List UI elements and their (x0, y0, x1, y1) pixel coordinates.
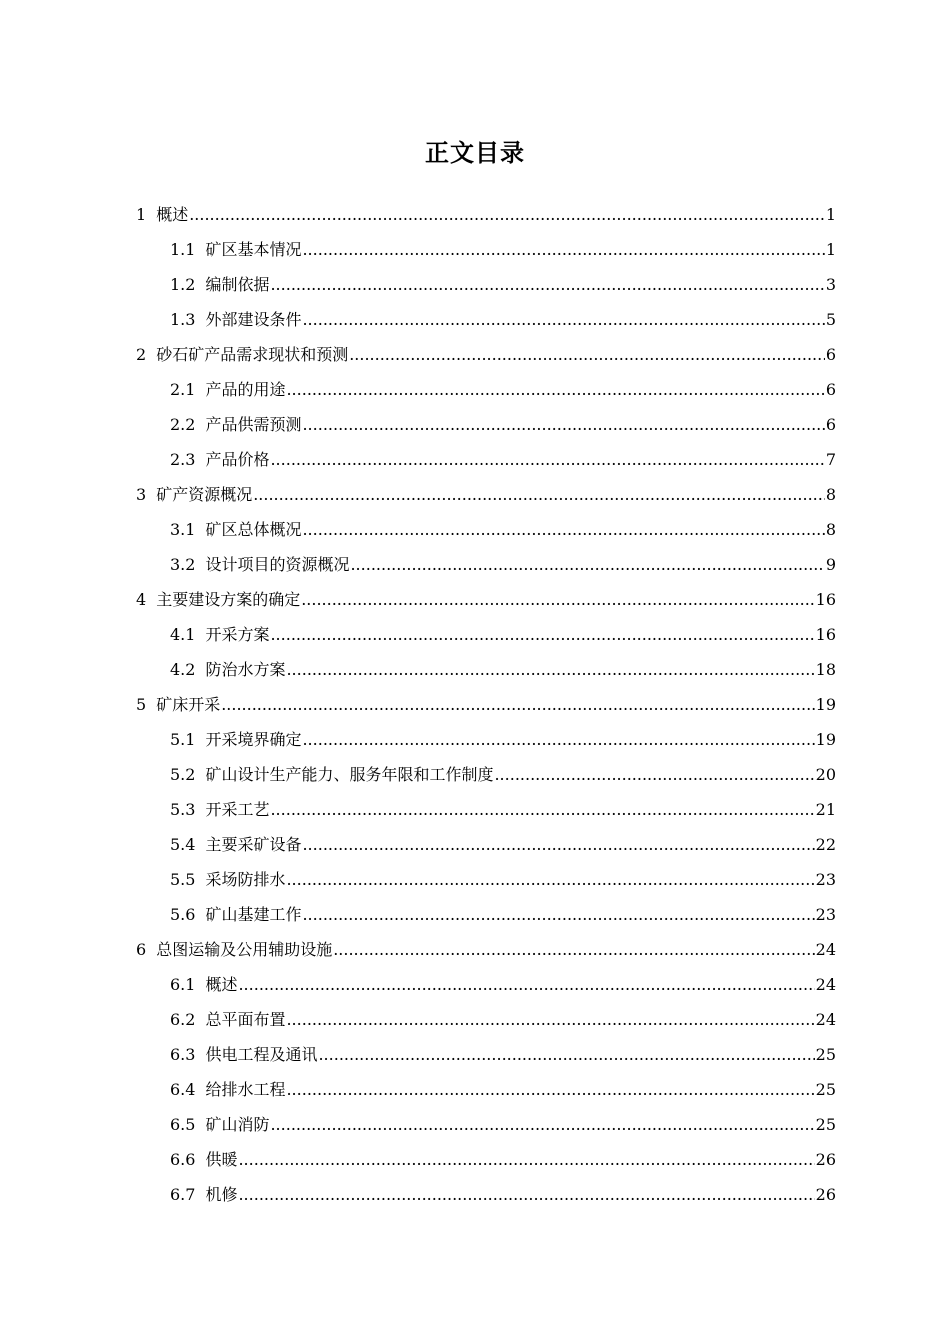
toc-entry-title: 概述 (205, 975, 238, 994)
toc-entry-number: 5.3 (170, 800, 196, 819)
toc-section-entry[interactable] (0, 1107, 950, 1142)
toc-entry-number: 5 (136, 695, 147, 714)
toc-dot-leader (238, 1142, 814, 1177)
toc-entry-title: 机修 (205, 1185, 238, 1204)
toc-page-number: 20 (815, 765, 836, 784)
toc-entry-title: 矿区基本情况 (205, 240, 302, 259)
toc-entry-number: 6.7 (170, 1185, 196, 1204)
toc-page-number: 8 (825, 520, 836, 539)
toc-page-number: 19 (815, 730, 836, 749)
toc-dot-leader (286, 1072, 814, 1107)
toc-section-entry[interactable] (0, 1177, 950, 1212)
toc-dot-leader (302, 512, 824, 547)
toc-section-entry[interactable] (0, 897, 950, 932)
toc-entry-title: 矿山消防 (205, 1115, 270, 1134)
toc-entry-number: 6.5 (170, 1115, 196, 1134)
toc-dot-leader (302, 302, 824, 337)
toc-entry-number: 1.3 (170, 310, 196, 329)
toc-page-number: 23 (815, 870, 836, 889)
toc-dot-leader (270, 267, 824, 302)
toc-page-number: 1 (825, 205, 836, 224)
toc-entry-title: 主要采矿设备 (205, 835, 302, 854)
toc-entry-title: 砂石矿产品需求现状和预测 (156, 345, 349, 364)
toc-dot-leader (221, 687, 814, 722)
toc-chapter-entry[interactable] (0, 197, 950, 232)
toc-section-entry[interactable] (0, 652, 950, 687)
toc-dot-leader (318, 1037, 814, 1072)
toc-dot-leader (494, 757, 814, 792)
toc-dot-leader (270, 442, 824, 477)
toc-entry-number: 5.2 (170, 765, 196, 784)
toc-dot-leader (286, 1002, 814, 1037)
toc-section-entry[interactable] (0, 267, 950, 302)
toc-entry-title: 编制依据 (205, 275, 270, 294)
toc-entry-title: 矿山设计生产能力、服务年限和工作制度 (205, 765, 494, 784)
toc-section-entry[interactable] (0, 757, 950, 792)
toc-entry-number: 3 (136, 485, 147, 504)
toc-entry-number: 2.3 (170, 450, 196, 469)
toc-chapter-entry[interactable] (0, 582, 950, 617)
toc-entry-title: 外部建设条件 (205, 310, 302, 329)
toc-chapter-entry[interactable] (0, 477, 950, 512)
toc-page-number: 7 (825, 450, 836, 469)
toc-entry-title: 矿床开采 (156, 695, 221, 714)
toc-entry-number: 5.1 (170, 730, 196, 749)
toc-chapter-entry[interactable] (0, 932, 950, 967)
toc-entry-title: 开采工艺 (205, 800, 270, 819)
toc-page-number: 18 (815, 660, 836, 679)
toc-page-number: 16 (815, 625, 836, 644)
toc-section-entry[interactable] (0, 407, 950, 442)
toc-entry-number: 6.2 (170, 1010, 196, 1029)
toc-page-number: 1 (825, 240, 836, 259)
toc-entry-title: 总图运输及公用辅助设施 (156, 940, 333, 959)
toc-dot-leader (286, 372, 824, 407)
toc-section-entry[interactable] (0, 302, 950, 337)
toc-entry-number: 5.6 (170, 905, 196, 924)
toc-section-entry[interactable] (0, 1142, 950, 1177)
toc-section-entry[interactable] (0, 372, 950, 407)
toc-entry-number: 1.2 (170, 275, 196, 294)
toc-entry-title: 供暖 (205, 1150, 238, 1169)
toc-section-entry[interactable] (0, 442, 950, 477)
toc-entry-number: 6.1 (170, 975, 196, 994)
toc-section-entry[interactable] (0, 827, 950, 862)
toc-page-number: 24 (815, 1010, 836, 1029)
toc-entry-title: 防治水方案 (205, 660, 286, 679)
table-of-contents (0, 197, 950, 1212)
toc-section-entry[interactable] (0, 617, 950, 652)
toc-dot-leader (302, 407, 824, 442)
toc-page-number: 26 (815, 1185, 836, 1204)
toc-entry-number: 1 (136, 205, 147, 224)
toc-page-number: 22 (815, 835, 836, 854)
toc-entry-number: 5.4 (170, 835, 196, 854)
toc-entry-title: 采场防排水 (205, 870, 286, 889)
toc-dot-leader (302, 232, 824, 267)
toc-section-entry[interactable] (0, 722, 950, 757)
toc-entry-number: 3.1 (170, 520, 196, 539)
toc-page-number: 6 (825, 415, 836, 434)
toc-dot-leader (286, 862, 814, 897)
toc-entry-number: 4.2 (170, 660, 196, 679)
toc-entry-number: 2 (136, 345, 147, 364)
toc-entry-number: 4 (136, 590, 147, 609)
toc-entry-title: 供电工程及通讯 (205, 1045, 318, 1064)
toc-page-number: 26 (815, 1150, 836, 1169)
toc-section-entry[interactable] (0, 862, 950, 897)
toc-entry-title: 产品的用途 (205, 380, 286, 399)
toc-section-entry[interactable] (0, 792, 950, 827)
toc-dot-leader (302, 827, 814, 862)
page-title: 正文目录 (425, 139, 525, 167)
toc-dot-leader (189, 197, 825, 232)
toc-entry-number: 6.4 (170, 1080, 196, 1099)
toc-section-entry[interactable] (0, 232, 950, 267)
toc-dot-leader (349, 337, 825, 372)
toc-entry-title: 矿山基建工作 (205, 905, 302, 924)
toc-page-number: 6 (825, 380, 836, 399)
toc-section-entry[interactable] (0, 512, 950, 547)
toc-page-number: 16 (815, 590, 836, 609)
toc-dot-leader (238, 967, 814, 1002)
toc-section-entry[interactable] (0, 1002, 950, 1037)
toc-entry-number: 6.3 (170, 1045, 196, 1064)
toc-entry-number: 3.2 (170, 555, 196, 574)
toc-dot-leader (238, 1177, 814, 1212)
toc-entry-title: 矿区总体概况 (205, 520, 302, 539)
toc-page-number: 23 (815, 905, 836, 924)
toc-page-number: 3 (825, 275, 836, 294)
toc-page-number: 25 (815, 1080, 836, 1099)
toc-chapter-entry[interactable] (0, 337, 950, 372)
toc-dot-leader (286, 652, 814, 687)
toc-entry-title: 主要建设方案的确定 (156, 590, 301, 609)
toc-entry-title: 产品供需预测 (205, 415, 302, 434)
toc-entry-title: 给排水工程 (205, 1080, 286, 1099)
toc-page-number: 5 (825, 310, 836, 329)
toc-entry-title: 总平面布置 (205, 1010, 286, 1029)
toc-dot-leader (333, 932, 814, 967)
toc-dot-leader (350, 547, 824, 582)
toc-entry-title: 概述 (156, 205, 189, 224)
toc-chapter-entry[interactable] (0, 687, 950, 722)
toc-dot-leader (270, 792, 814, 827)
toc-entry-title: 开采方案 (205, 625, 270, 644)
toc-entry-title: 设计项目的资源概况 (205, 555, 350, 574)
toc-dot-leader (253, 477, 825, 512)
toc-page-number: 8 (825, 485, 836, 504)
toc-page-number: 19 (815, 695, 836, 714)
toc-dot-leader (302, 897, 814, 932)
toc-page-number: 6 (825, 345, 836, 364)
toc-section-entry[interactable] (0, 1072, 950, 1107)
toc-dot-leader (270, 617, 814, 652)
toc-page-number: 21 (815, 800, 836, 819)
toc-page-number: 24 (815, 940, 836, 959)
toc-dot-leader (301, 582, 814, 617)
toc-dot-leader (270, 1107, 814, 1142)
toc-entry-number: 6.6 (170, 1150, 196, 1169)
toc-entry-title: 矿产资源概况 (156, 485, 253, 504)
toc-section-entry[interactable] (0, 1037, 950, 1072)
toc-page-number: 24 (815, 975, 836, 994)
toc-section-entry[interactable] (0, 547, 950, 582)
toc-entry-number: 4.1 (170, 625, 196, 644)
toc-entry-number: 6 (136, 940, 147, 959)
toc-section-entry[interactable] (0, 967, 950, 1002)
toc-entry-title: 产品价格 (205, 450, 270, 469)
toc-page-number: 9 (825, 555, 836, 574)
toc-dot-leader (302, 722, 814, 757)
toc-entry-number: 2.2 (170, 415, 196, 434)
toc-entry-title: 开采境界确定 (205, 730, 302, 749)
toc-entry-number: 5.5 (170, 870, 196, 889)
toc-page-number: 25 (815, 1115, 836, 1134)
toc-entry-number: 2.1 (170, 380, 196, 399)
toc-page-number: 25 (815, 1045, 836, 1064)
toc-entry-number: 1.1 (170, 240, 196, 259)
